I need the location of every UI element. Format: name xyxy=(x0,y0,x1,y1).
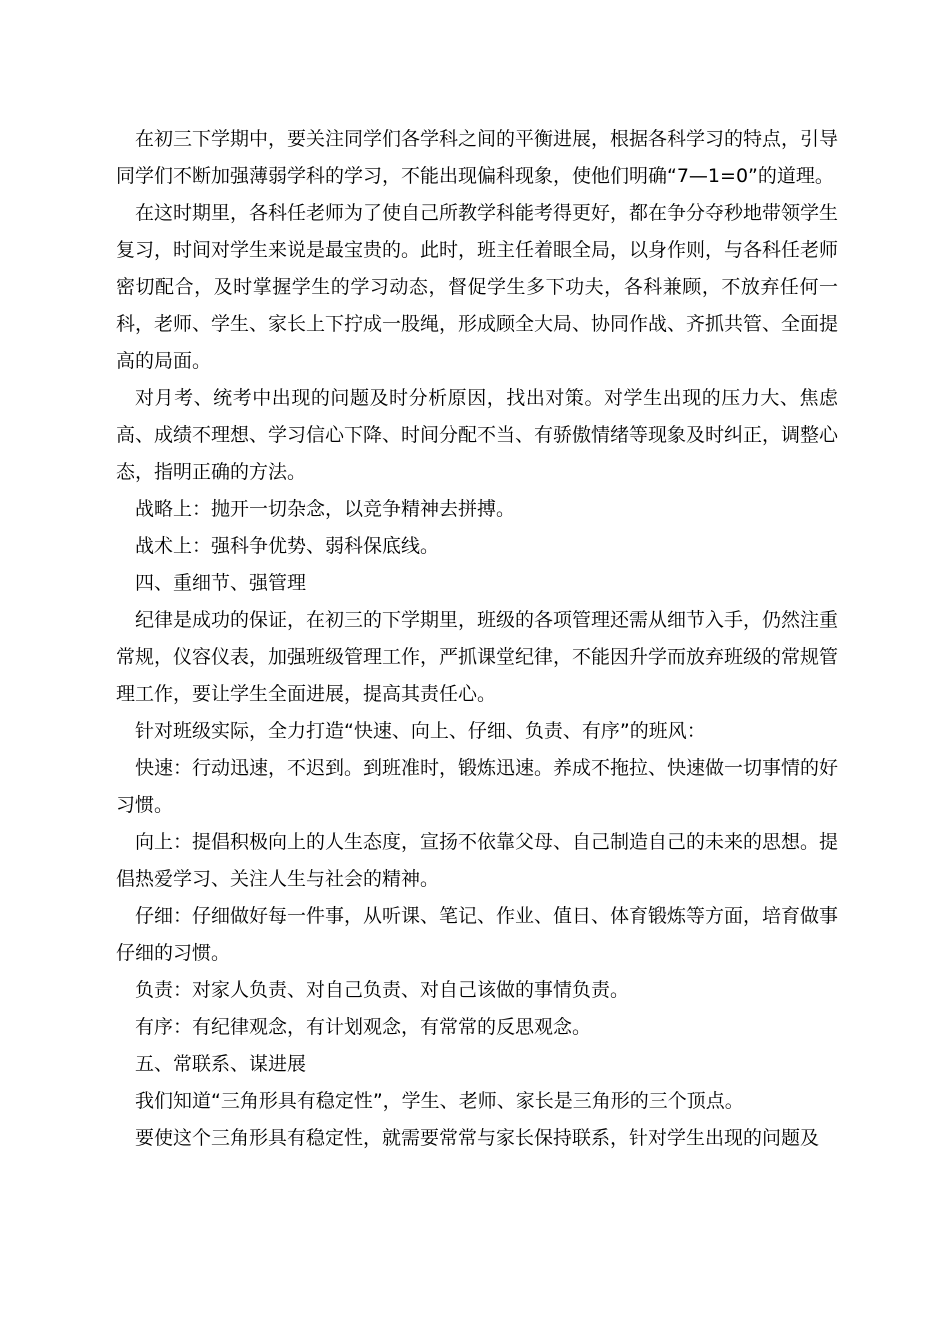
section-heading-4: 四、重细节、强管理 xyxy=(135,572,307,594)
paragraph-parent-contact: 要使这个三角形具有稳定性，就需要常常与家长保持联系，针对学生出现的问题及 xyxy=(135,1127,820,1149)
paragraph-careful: 仔细：仔细做好每一件事，从听课、笔记、作业、值日、体育锻炼等方面，培育做事仔细的习惯。 xyxy=(116,905,839,964)
paragraph-tactics: 战术上：强科争优势、弱科保底线。 xyxy=(135,535,440,557)
paragraph-discipline: 纪律是成功的保证，在初三的下学期里，班级的各项管理还需从细节入手，仍然注重常规，仪容仪表，加强班级管理工作，严抓课堂纪律，不能因升学而放弃班级的常规管理工作，要让学生全面进展，提高其责任心。 xyxy=(116,609,839,705)
paragraph-class-style: 针对班级实际，全力打造“快速、向上、仔细、负责、有序”的班风： xyxy=(135,720,706,742)
paragraph-exam-analysis: 对月考、统考中出现的问题及时分析原因，找出对策。对学生出现的压力大、焦虑高、成绩不理想、学习信心下降、时间分配不当、有骄傲情绪等现象及时纠正，调整心态，指明正确的方法。 xyxy=(116,387,839,483)
document-body xyxy=(116,121,838,1157)
paragraph-strategy: 战略上：抛开一切杂念，以竞争精神去拼搏。 xyxy=(135,498,516,520)
paragraph-upward: 向上：提倡积极向上的人生态度，宣扬不依靠父母、自己制造自己的未来的思想。提倡热爱学习、关注人生与社会的精神。 xyxy=(116,831,839,890)
paragraph-teacher-cooperation: 在这时期里，各科任老师为了使自己所教学科能考得更好，都在争分夺秒地带领学生复习，时间对学生来说是最宝贵的。此时，班主任着眼全局，以身作则，与各科任老师密切配合，及时掌握学生的学习动态，督促学生多下功夫，各科兼顾，不放弃任何一科，老师、学生、家长上下拧成一股绳，形成顾全大局、协同作战、齐抓共管、全面提高的局面。 xyxy=(116,202,839,372)
paragraph-responsible: 负责：对家人负责、对自己负责、对自己该做的事情负责。 xyxy=(135,979,630,1001)
paragraph-triangle: 我们知道“三角形具有稳定性”，学生、老师、家长是三角形的三个顶点。 xyxy=(135,1090,744,1112)
paragraph-orderly: 有序：有纪律观念，有计划观念，有常常的反思观念。 xyxy=(135,1016,592,1038)
paragraph-balanced-study: 在初三下学期中，要关注同学们各学科之间的平衡进展，根据各科学习的特点，引导同学们不断加强薄弱学科的学习，不能出现偏科现象，使他们明确“7—1=0”的道理。 xyxy=(116,128,839,187)
paragraph-fast: 快速：行动迅速，不迟到。到班准时，锻炼迅速。养成不拖拉、快速做一切事情的好习惯。 xyxy=(116,757,839,816)
section-heading-5: 五、常联系、谋进展 xyxy=(135,1053,307,1075)
